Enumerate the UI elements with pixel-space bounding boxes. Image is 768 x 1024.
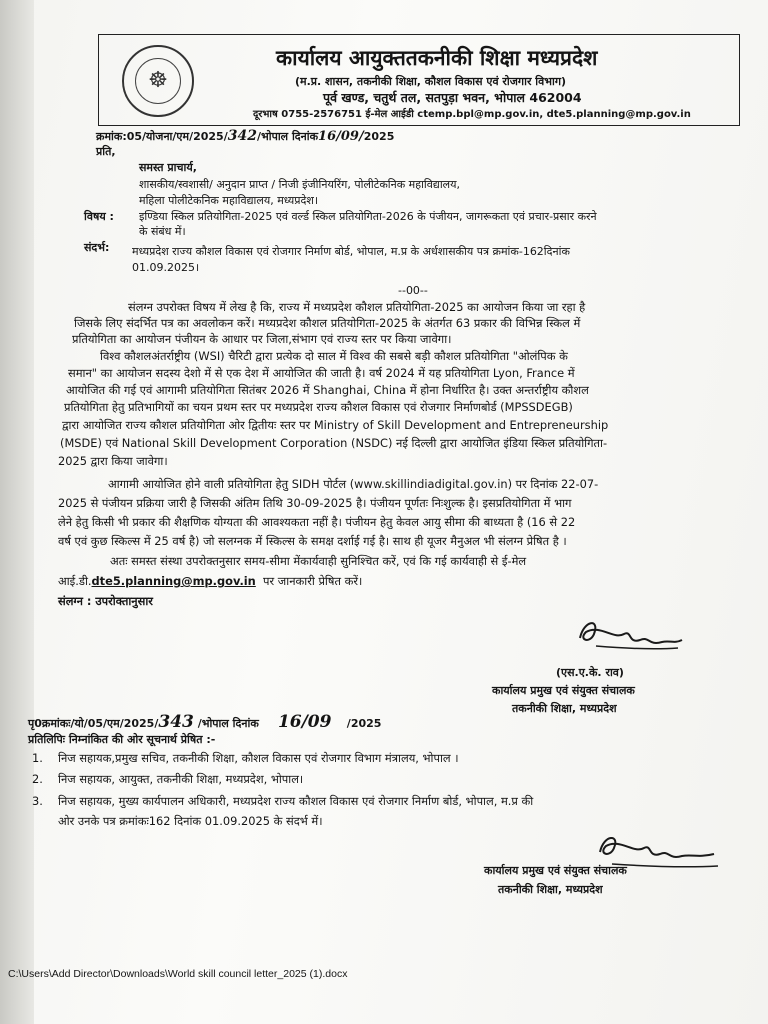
reference-line	[96, 128, 394, 144]
file-path-footer: C:\Users\Add Director\Downloads\World skill council letter_2025 (1).docx	[8, 968, 348, 980]
endorsement-line	[28, 712, 381, 732]
reference-middle: /भोपाल दिनांक	[256, 130, 319, 143]
signatory2-title1: कार्यालय प्रमुख एवं संयुक्त संचालक	[484, 864, 627, 877]
body-p2-line2: समान" का आयोजन सदस्य देशो में से एक देश में आयोजित की जाती है। वर्ष 2024 में यह प्रतियोगिता Lyon, France में	[68, 366, 575, 380]
office-subtitle: (म.प्र. शासन, तकनीकी शिक्षा, कौशल विकास एवं रोजगार विभाग)	[295, 75, 567, 88]
reference-note-line1: मध्यप्रदेश राज्य कौशल विकास एवं रोजगार निर्माण बोर्ड, भोपाल, म.प्र के अर्धशासकीय पत्र क्रमांक-162दिनांक	[132, 245, 570, 258]
reference-number: 342	[227, 128, 257, 144]
body-p1-line3: प्रतियोगिता का आयोजन पंजीयन के आधार पर जिला,संभाग एवं राज्य स्तर पर किया जावेगा।	[72, 332, 452, 346]
signatory2-title2: तकनीकी शिक्षा, मध्यप्रदेश	[498, 883, 603, 896]
recipient-line1: समस्त प्राचार्य,	[139, 161, 197, 174]
copy-item-3-line2: ओर उनके पत्र क्रमांकः162 दिनांक 01.09.2025 के संदर्भ में।	[58, 814, 323, 828]
reference-year: 2025	[363, 130, 395, 143]
reference-note-label: संदर्भ:	[84, 241, 110, 254]
body-p3-line3: लेने हेतु किसी भी प्रकार की शैक्षणिक योग्यता की आवश्यकता नहीं है। पंजीयन हेतु केवल आयु सीमा की बाध्यता है (16 से 22	[58, 515, 576, 529]
page-edge-shadow	[0, 0, 34, 1024]
office-address: पूर्व खण्ड, चतुर्थ तल, सतपुड़ा भवन, भोपाल 462004	[323, 90, 582, 105]
office-contact: दूरभाष 0755-2576751 ई-मेल आईडी ctemp.bpl@mp.gov.in, dte5.planning@mp.gov.in	[253, 109, 691, 120]
endorsement-year: /2025	[346, 717, 382, 730]
body-p1-line1: संलग्न उपरोक्त विषय में लेख है कि, राज्य में मध्यप्रदेश कौशल प्रतियोगिता-2025 का आयोजन किया जा रहा है	[128, 300, 586, 314]
enclosure-line: संलग्न : उपरोक्तानुसार	[58, 594, 153, 608]
recipient-line3: महिला पोलीटेकनिक महाविद्यालय, मध्यप्रदेश।	[139, 194, 319, 207]
email-suffix: पर जानकारी प्रेषित करें।	[263, 574, 363, 588]
reference-prefix: क्रमांक:05/योजना/एम/2025/	[96, 130, 228, 143]
body-p4-line2	[58, 574, 362, 589]
body-p2-line6: (MSDE) एवं National Skill Development Corporation (NSDC) नई दिल्ली द्वारा आयोजित इंडिया स्किल प्रतियोगिता-	[60, 436, 608, 450]
separator: --00--	[398, 284, 428, 297]
reference-date: 16/09/	[318, 129, 364, 144]
body-p2-line3: आयोजित की गई एवं आगामी प्रतियोगिता सितंबर 2026 में Shanghai, China में होना निर्धारित है। उक्त अन्तर्राष्ट्रीय कौशल	[66, 383, 589, 397]
signatory1-title1: कार्यालय प्रमुख एवं संयुक्त संचालक	[492, 684, 635, 697]
signatory-name: (एस.ए.के. राव)	[556, 666, 624, 679]
recipient-label: प्रति,	[96, 145, 116, 158]
body-p2-line5: द्वारा आयोजित राज्य कौशल प्रतियोगिता ओर द्वितीयः स्तर पर Ministry of Skill Development and Entrepreneurship	[62, 418, 609, 432]
government-seal-logo	[122, 45, 194, 117]
subject-label: विषय :	[84, 210, 114, 223]
body-p4-line1: अतः समस्त संस्था उपरोक्तनुसार समय-सीमा मेंकार्यवाही सुनिश्चित करें, एवं कि गई कार्यवाही से ई-मेल	[110, 554, 527, 568]
body-p3-line4: वर्ष एवं कुछ स्किल्स में 25 वर्ष है) जो सलग्नक में स्किल्स के समक्ष दर्शाई गई है। साथ ही यूजर मैनुअल भी संलग्न प्रेषित है ।	[58, 534, 567, 548]
signature-1	[570, 610, 690, 660]
copy-item-1: निज सहायक,प्रमुख सचिव, तकनीकी शिक्षा, कौशल विकास एवं रोजगार विभाग मंत्रालय, भोपाल ।	[58, 751, 459, 765]
copy-item-2-num: 2.	[32, 772, 43, 786]
copy-item-3-num: 3.	[32, 794, 43, 808]
reference-note-line2: 01.09.2025।	[132, 261, 200, 274]
subject-line2: के संबंध में।	[139, 225, 186, 238]
endorsement-date: 16/09	[277, 712, 332, 732]
body-p1-line2: जिसके लिए संदर्भित पत्र का अवलोकन करें। मध्यप्रदेश कौशल प्रतियोगिता-2025 के अंतर्गत 63 प्रकार की विभिन्न स्किल में	[74, 316, 581, 330]
body-p2-line1: विश्व कौशलअंतर्राष्ट्रीय (WSI) चैरिटी द्वारा प्रत्येक दो साल में विश्व की सबसे बड़ी कौशल प्रतियोगिता "ओलंपिक के	[100, 349, 568, 363]
signatory1-title2: तकनीकी शिक्षा, मध्यप्रदेश	[512, 702, 617, 715]
email-link[interactable]: dte5.planning@mp.gov.in	[91, 574, 256, 588]
recipient-line2: शासकीय/स्वशासी/ अनुदान प्राप्त / निजी इंजीनियरिंग, पोलीटेकनिक महाविद्यालय,	[139, 178, 461, 191]
emblem-icon: ☸	[135, 58, 181, 104]
body-p2-line7: 2025 द्वारा किया जावेगा।	[58, 454, 168, 468]
subject-line1: इण्डिया स्किल प्रतियोगिता-2025 एवं वर्ल्ड स्किल प्रतियोगिता-2026 के पंजीयन, जागरूकता एवं प्रचार-प्रसार करने	[139, 210, 597, 223]
endorsement-number: 343	[158, 712, 194, 732]
copy-heading: प्रतिलिपिः निम्नांकित की ओर सूचनार्थ प्रेषित :-	[28, 733, 216, 746]
copy-item-2: निज सहायक, आयुक्त, तकनीकी शिक्षा, मध्यप्रदेश, भोपाल।	[58, 772, 304, 786]
copy-item-1-num: 1.	[32, 751, 43, 765]
body-p2-line4: प्रतियोगिता हेतु प्रतिभागियों का चयन प्रथम स्तर पर मध्यप्रदेश राज्य कौशल विकास एवं रोजगार निर्माणबोर्ड (MPSSDEGB)	[64, 400, 573, 414]
email-prefix: आई.डी.	[58, 574, 92, 588]
office-title: कार्यालय आयुक्ततकनीकी शिक्षा मध्यप्रदेश	[276, 46, 598, 70]
endorsement-prefix: पृ0क्रमांकः/यो/05/एम/2025/	[28, 717, 159, 730]
copy-item-3-line1: निज सहायक, मुख्य कार्यपालन अधिकारी, मध्यप्रदेश राज्य कौशल विकास एवं रोजगार निर्माण बोर्ड, भोपाल, म.प्र की	[58, 794, 534, 808]
body-p3-line1: आगामी आयोजित होने वाली प्रतियोगिता हेतु SIDH पोर्टल (www.skillindiadigital.gov.in) पर दिनांक 22-07-	[108, 477, 599, 491]
body-p3-line2: 2025 से पंजीयन प्रक्रिया जारी है जिसकी अंतिम तिथि 30-09-2025 है। पंजीयन पूर्णतः निःशुल्क है। इसप्रतियोगिता में भाग	[58, 496, 572, 510]
endorsement-middle: /भोपाल दिनांक	[197, 717, 259, 730]
